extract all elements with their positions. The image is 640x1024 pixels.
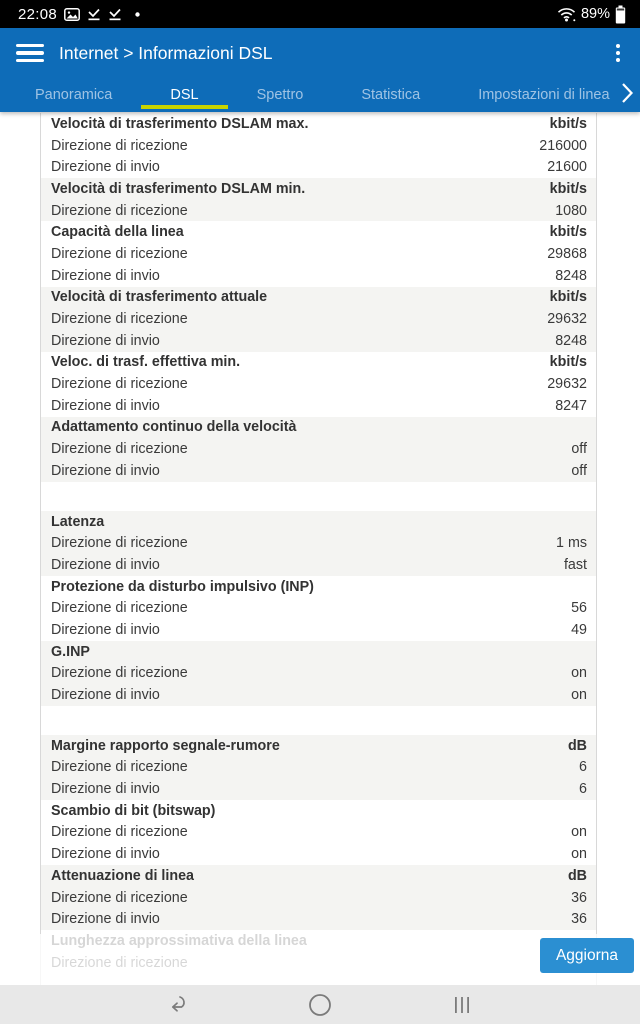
table-row — [41, 908, 596, 930]
row-value: 8247 — [555, 397, 587, 414]
row-value: off — [571, 462, 587, 479]
table-group — [41, 735, 596, 800]
table-group-header-row — [41, 287, 596, 309]
table-group-header-row — [41, 178, 596, 200]
table-row — [41, 822, 596, 844]
row-value: 36 — [571, 889, 587, 906]
row-label: G.INP — [51, 643, 90, 660]
row-label: Protezione da disturbo impulsivo (INP) — [51, 578, 314, 595]
row-value: on — [571, 687, 587, 704]
row-value: 8248 — [555, 332, 587, 349]
recents-icon[interactable] — [442, 990, 482, 1020]
row-label: Direzione di ricezione — [51, 137, 188, 154]
row-label: Latenza — [51, 513, 105, 530]
table-group-header-row — [41, 865, 596, 887]
row-label: Direzione di ricezione — [51, 202, 188, 219]
dot-icon — [135, 12, 140, 17]
row-label: Velocità di trasferimento DSLAM max. — [51, 115, 309, 132]
download-done-icon — [87, 8, 101, 21]
table-row — [41, 330, 596, 352]
table-row — [41, 619, 596, 641]
table-row — [41, 265, 596, 287]
row-value: kbit/s — [549, 354, 587, 371]
table-row — [41, 597, 596, 619]
table-row — [41, 887, 596, 909]
row-label: Scambio di bit (bitswap) — [51, 802, 216, 819]
row-value: 216000 — [539, 137, 587, 154]
table-row — [41, 373, 596, 395]
row-label: Veloc. di trasf. effettiva min. — [51, 354, 241, 371]
table-group-header-row — [41, 417, 596, 439]
table-row — [41, 663, 596, 685]
row-value: 29632 — [547, 311, 587, 328]
section-gap — [41, 482, 596, 511]
battery-percent: 89% — [580, 6, 610, 22]
row-label: Direzione di ricezione — [51, 311, 188, 328]
row-value: fast — [563, 556, 587, 573]
row-label: Capacità della linea — [51, 224, 184, 241]
row-label: Direzione di invio — [51, 332, 160, 349]
chevron-right-icon[interactable] — [620, 78, 634, 108]
breadcrumb-title: Internet > Informazioni DSL — [59, 42, 273, 63]
row-label: Direzione di ricezione — [51, 600, 188, 617]
android-nav-bar — [0, 985, 640, 1024]
table-group-header-row — [41, 800, 596, 822]
table-row — [41, 438, 596, 460]
row-label: Adattamento continuo della velocità — [51, 419, 297, 436]
table-group — [41, 576, 596, 641]
android-status-bar — [0, 0, 640, 28]
footer-bar — [0, 934, 640, 985]
row-label: Direzione di ricezione — [51, 759, 188, 776]
home-icon[interactable] — [300, 990, 340, 1020]
table-group-header-row — [41, 576, 596, 598]
table-row — [41, 554, 596, 576]
table-row — [41, 135, 596, 157]
back-icon[interactable] — [158, 990, 198, 1020]
table-group — [41, 800, 596, 865]
row-label: Direzione di invio — [51, 267, 160, 284]
row-label: Direzione di ricezione — [51, 665, 188, 682]
table-group-header-row — [41, 113, 596, 135]
table-group — [41, 511, 596, 576]
table-row — [41, 243, 596, 265]
tab-impostazioni-di-linea[interactable]: Impostazioni di linea — [478, 87, 610, 103]
table-row — [41, 156, 596, 178]
row-label: Direzione di invio — [51, 621, 160, 638]
row-value: 1080 — [555, 202, 587, 219]
table-group — [41, 221, 596, 286]
table-group — [41, 178, 596, 221]
wifi-icon — [557, 7, 576, 22]
app-header — [0, 28, 640, 112]
row-label: Direzione di ricezione — [51, 376, 188, 393]
dsl-info-table — [40, 113, 597, 985]
tab-dsl[interactable]: DSL — [141, 78, 227, 112]
row-value: on — [571, 824, 587, 841]
row-label: Velocità di trasferimento DSLAM min. — [51, 180, 306, 197]
table-group-header-row — [41, 352, 596, 374]
row-label: Direzione di invio — [51, 397, 160, 414]
row-label: Direzione di invio — [51, 846, 160, 863]
row-value: 6 — [579, 759, 587, 776]
row-label: Direzione di invio — [51, 556, 160, 573]
more-options-icon[interactable] — [610, 40, 626, 66]
tab-statistica[interactable]: Statistica — [361, 87, 421, 103]
row-label: Direzione di invio — [51, 159, 160, 176]
table-group-header-row — [41, 641, 596, 663]
table-group — [41, 287, 596, 352]
table-group — [41, 865, 596, 930]
table-group-header-row — [41, 221, 596, 243]
row-label: Margine rapporto segnale-rumore — [51, 737, 280, 754]
row-value: 29868 — [547, 245, 587, 262]
row-value: dB — [567, 867, 587, 884]
row-value: kbit/s — [549, 115, 587, 132]
row-value: 1 ms — [556, 535, 587, 552]
table-row — [41, 460, 596, 482]
table-group — [41, 641, 596, 706]
table-row — [41, 778, 596, 800]
menu-icon[interactable] — [16, 44, 44, 63]
row-label: Direzione di invio — [51, 781, 160, 798]
table-row — [41, 843, 596, 865]
refresh-button[interactable]: Aggiorna — [540, 938, 634, 973]
row-value: 49 — [571, 621, 587, 638]
table-row — [41, 308, 596, 330]
table-row — [41, 200, 596, 222]
table-group — [41, 113, 596, 178]
photo-icon — [64, 8, 80, 21]
table-group-header-row — [41, 511, 596, 533]
row-value: kbit/s — [549, 224, 587, 241]
row-label: Direzione di ricezione — [51, 824, 188, 841]
tab-spettro[interactable]: Spettro — [256, 87, 304, 103]
row-label: Direzione di invio — [51, 687, 160, 704]
clock: 22:08 — [18, 5, 58, 23]
table-row — [41, 532, 596, 554]
table-group — [41, 352, 596, 417]
row-value: on — [571, 665, 587, 682]
row-label: Attenuazione di linea — [51, 867, 194, 884]
table-row — [41, 684, 596, 706]
tab-bar — [0, 78, 640, 112]
row-value: on — [571, 846, 587, 863]
download-done-icon — [108, 8, 122, 21]
row-value: off — [571, 441, 587, 458]
table-group — [41, 417, 596, 482]
section-gap — [41, 706, 596, 735]
row-value: 8248 — [555, 267, 587, 284]
tab-panoramica[interactable]: Panoramica — [35, 87, 113, 103]
row-label: Direzione di ricezione — [51, 441, 188, 458]
row-label: Velocità di trasferimento attuale — [51, 289, 268, 306]
row-value: 36 — [571, 911, 587, 928]
row-value: 6 — [579, 781, 587, 798]
row-value: dB — [567, 737, 587, 754]
row-label: Direzione di ricezione — [51, 245, 188, 262]
table-row — [41, 757, 596, 779]
row-label: Direzione di invio — [51, 462, 160, 479]
row-label: Direzione di ricezione — [51, 535, 188, 552]
row-value: kbit/s — [549, 180, 587, 197]
row-value: kbit/s — [549, 289, 587, 306]
row-value: 29632 — [547, 376, 587, 393]
table-row — [41, 395, 596, 417]
row-label: Direzione di ricezione — [51, 889, 188, 906]
table-group-header-row — [41, 735, 596, 757]
app-bar — [0, 28, 640, 78]
battery-icon — [615, 5, 626, 24]
row-value: 21600 — [547, 159, 587, 176]
row-value: 56 — [571, 600, 587, 617]
row-label: Direzione di invio — [51, 911, 160, 928]
